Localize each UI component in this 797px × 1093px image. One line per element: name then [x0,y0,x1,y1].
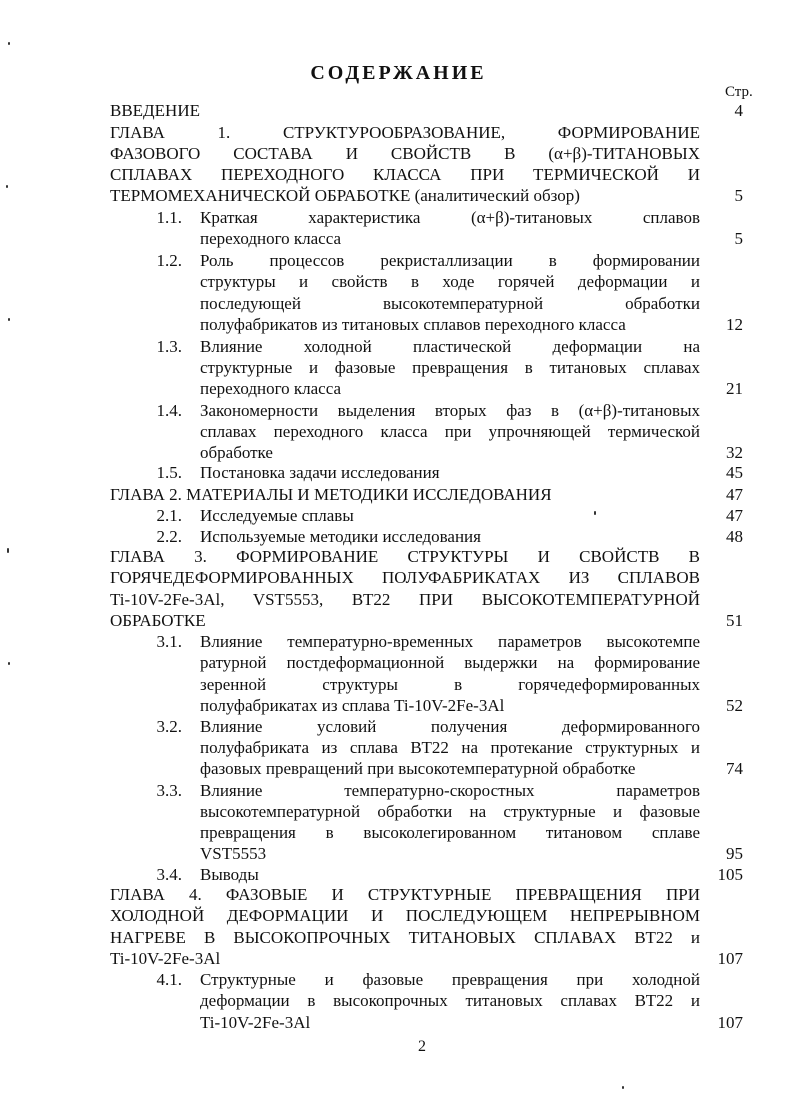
toc-subsection-line: полуфабрикатов из титановых сплавов переходного класса [200,315,626,334]
toc-chapter-line: Ti-10V-2Fe-3Al, VST5553, ВТ22 ПРИ ВЫСОКОТЕМПЕРАТУРНОЙ [110,590,700,609]
toc-chapter-line: ВВЕДЕНИЕ [110,101,200,120]
toc-page-number: 32 [726,443,743,462]
toc-subsection-line: деформации в высокопрочных титановых сплавах ВТ22 и [200,991,700,1010]
toc-subsection-line: структурные и фазовые превращения в титановых сплавах [200,358,700,377]
toc-entry-number: 1.3. [156,337,182,356]
toc-subsection-line: полуфабрикатах из сплава Ti-10V-2Fe-3Al [200,696,505,715]
toc-page-number: 95 [726,844,743,863]
toc-entry-number: 1.1. [156,208,182,227]
toc-subsection-line: Закономерности выделения вторых фаз в (α+β)-титановых [200,401,700,420]
toc-chapter-line: ТЕРМОМЕХАНИЧЕСКОЙ ОБРАБОТКЕ (аналитический обзор) [110,186,580,205]
toc-page-number: 107 [717,949,743,968]
toc-subsection-line: фазовых превращений при высокотемпературной обработке [200,759,636,778]
toc-page-number: 51 [726,611,743,630]
toc-entry-number: 1.4. [156,401,182,420]
toc-subsection-line: высокотемпературной обработки на структурные и фазовые [200,802,700,821]
toc-page-number: 45 [726,463,743,482]
toc-subsection-line: Влияние условий получения деформированного [200,717,700,736]
toc-chapter-line: ГЛАВА 2. МАТЕРИАЛЫ И МЕТОДИКИ ИССЛЕДОВАНИЯ [110,485,552,504]
toc-page-number: 52 [726,696,743,715]
toc-subsection-line: полуфабриката из сплава ВТ22 на протекание структурных и [200,738,700,757]
toc-subsection-line: последующей высокотемпературной обработки [200,294,700,313]
toc-entry-number: 3.3. [156,781,182,800]
toc-entry-number: 1.5. [156,463,182,482]
toc-entry-number: 3.2. [156,717,182,736]
toc-entry-number: 3.1. [156,632,182,651]
toc-page-number: 47 [726,506,743,525]
toc-subsection-line: переходного класса [200,229,342,248]
toc-page-number: 5 [734,186,743,205]
scan-speck [594,511,596,515]
toc-subsection-line: Роль процессов рекристаллизации в формировании [200,251,700,270]
toc-subsection-line: Структурные и фазовые превращения при холодной [200,970,700,989]
toc-chapter-line: ХОЛОДНОЙ ДЕФОРМАЦИИ И ПОСЛЕДУЮЩЕМ НЕПРЕРЫВНОМ [110,906,700,925]
toc-chapter-line: НАГРЕВЕ В ВЫСОКОПРОЧНЫХ ТИТАНОВЫХ СПЛАВАХ ВТ22 и [110,928,700,947]
toc-subsection-line: сплавах переходного класса при упрочняющей термической [200,422,700,441]
toc-chapter-line: СПЛАВАХ ПЕРЕХОДНОГО КЛАССА ПРИ ТЕРМИЧЕСКОЙ И [110,165,700,184]
page-column-label: Стр. [725,84,753,100]
toc-entry-number: 3.4. [156,865,182,884]
toc-subsection-line: Краткая характеристика (α+β)-титановых сплавов [200,208,700,227]
toc-page-number: 5 [734,229,743,248]
toc-page-number: 21 [726,379,743,398]
scan-speck [7,548,9,553]
toc-chapter-line: ГЛАВА 4. ФАЗОВЫЕ И СТРУКТУРНЫЕ ПРЕВРАЩЕНИЯ ПРИ [110,885,700,904]
toc-subsection-line: переходного класса [200,379,342,398]
toc-subsection-line: структуры и свойств в ходе горячей деформации и [200,272,700,291]
toc-chapter-line: Ti-10V-2Fe-3Al [110,949,221,968]
scan-speck [622,1086,624,1089]
toc-page-number: 48 [726,527,743,546]
toc-page-number: 4 [734,101,743,120]
toc-entry-number: 2.2. [156,527,182,546]
scan-speck [8,318,10,321]
toc-page-number: 105 [717,865,743,884]
toc-subsection-line: VST5553 [200,844,267,863]
scan-speck [8,662,10,665]
toc-subsection-line: превращения в высоколегированном титановом сплаве [200,823,700,842]
scan-speck [8,42,10,45]
toc-subsection-line: Влияние холодной пластической деформации на [200,337,700,356]
toc-subsection-line: ратурной постдеформационной выдержки на формирование [200,653,700,672]
toc-chapter-line: ФАЗОВОГО СОСТАВА И СВОЙСТВ В (α+β)-ТИТАНОВЫХ [110,144,700,163]
toc-page-number: 12 [726,315,743,334]
scan-speck [6,185,8,188]
toc-chapter-line: ГЛАВА 3. ФОРМИРОВАНИЕ СТРУКТУРЫ И СВОЙСТВ В [110,547,700,566]
toc-subsection-line: Выводы [200,865,259,884]
toc-subsection-line: зеренной структуры в горячедеформированных [200,675,700,694]
toc-entry-number: 1.2. [156,251,182,270]
toc-page-number: 107 [717,1013,743,1032]
toc-chapter-line: ГЛАВА 1. СТРУКТУРООБРАЗОВАНИЕ, ФОРМИРОВАНИЕ [110,123,700,142]
toc-subsection-line: Используемые методики исследования [200,527,481,546]
toc-page-number: 47 [726,485,743,504]
toc-chapter-line: ГОРЯЧЕДЕФОРМИРОВАННЫХ ПОЛУФАБРИКАТАХ ИЗ СПЛАВОВ [110,568,700,587]
toc-subsection-line: обработке [200,443,273,462]
toc-subsection-line: Влияние температурно-скоростных параметров [200,781,700,800]
toc-subsection-line: Ti-10V-2Fe-3Al [200,1013,311,1032]
toc-entry-number: 2.1. [156,506,182,525]
page-title: СОДЕРЖАНИЕ [310,62,487,84]
toc-entry-number: 4.1. [156,970,182,989]
toc-chapter-line: ОБРАБОТКЕ [110,611,206,630]
page-number: 2 [418,1038,426,1055]
toc-subsection-line: Постановка задачи исследования [200,463,440,482]
toc-subsection-line: Исследуемые сплавы [200,506,354,525]
toc-page-number: 74 [726,759,743,778]
toc-subsection-line: Влияние температурно-временных параметров высокотемпе [200,632,700,651]
